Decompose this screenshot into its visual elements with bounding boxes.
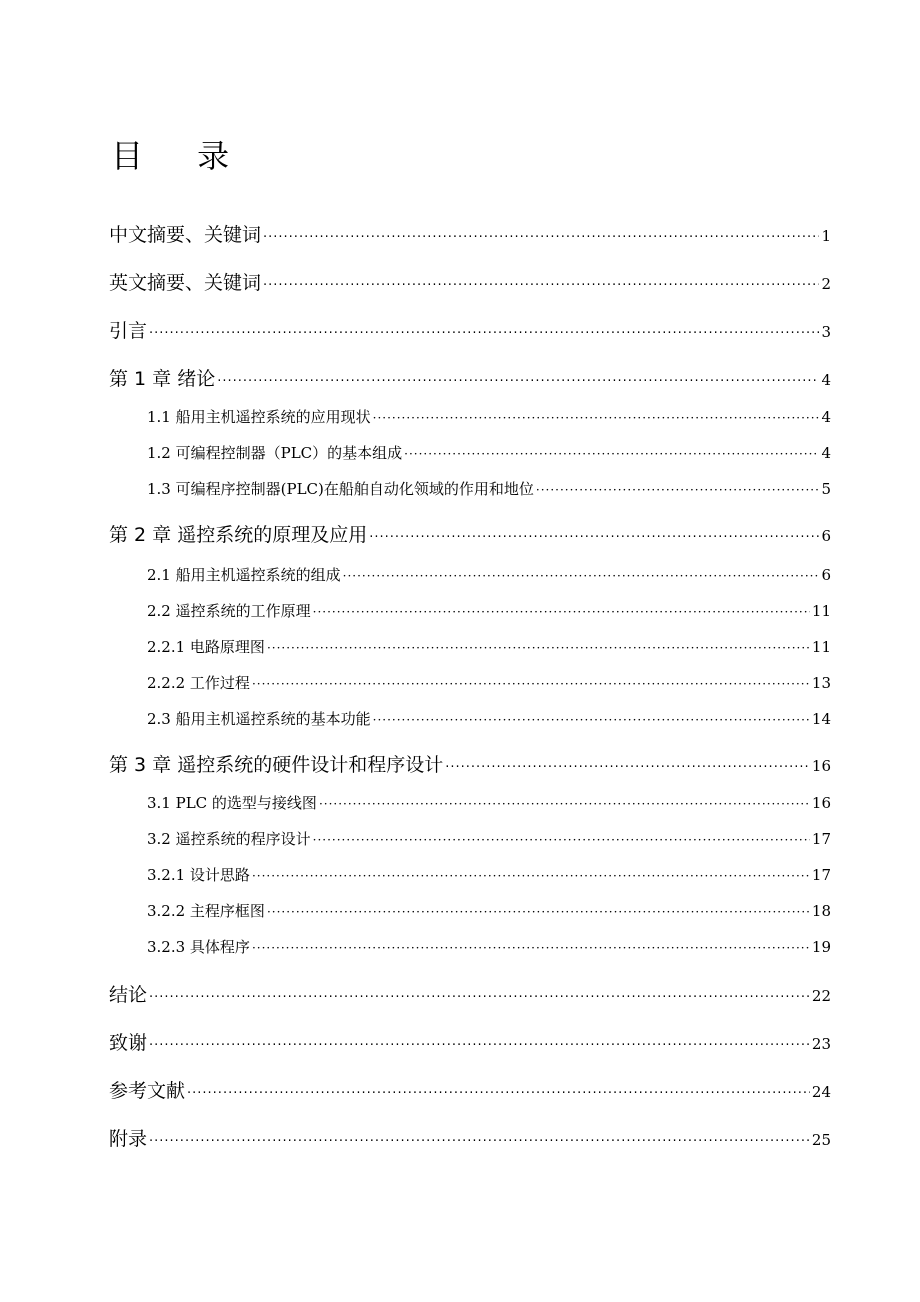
toc-entry-page: 6 (821, 566, 831, 584)
toc-entry-label: 2.1 船用主机遥控系统的组成 (147, 566, 341, 584)
dot-leader (263, 230, 819, 245)
toc-entry-label: 3.2.2 主程序框图 (147, 902, 265, 920)
toc-entry-page: 3 (821, 323, 831, 341)
toc-entry-page: 24 (811, 1083, 831, 1101)
toc-entry-label: 附录 (109, 1128, 148, 1150)
toc-entry[interactable] (109, 364, 831, 390)
toc-entry[interactable] (109, 980, 831, 1006)
toc-entry-page: 11 (811, 638, 831, 656)
toc-entry[interactable] (109, 750, 831, 776)
dot-leader (263, 278, 819, 293)
dot-leader (267, 641, 810, 655)
toc-entry-label: 1.3 可编程序控制器(PLC)在船舶自动化领域的作用和地位 (147, 480, 534, 498)
toc-entry[interactable] (147, 864, 831, 886)
toc-entry-label: 2.2.2 工作过程 (147, 674, 250, 692)
toc-entry-label: 3.1 PLC 的选型与接线图 (147, 794, 317, 812)
toc-entry-label: 2.3 船用主机遥控系统的基本功能 (147, 710, 371, 728)
toc-entry[interactable] (109, 268, 831, 294)
toc-entry[interactable] (109, 1076, 831, 1102)
toc-entry[interactable] (147, 478, 831, 500)
toc-entry-page: 13 (811, 674, 831, 692)
dot-leader (343, 569, 820, 583)
toc-entry[interactable] (147, 828, 831, 850)
toc-entry-label: 英文摘要、关键词 (109, 272, 262, 294)
dot-leader (149, 990, 810, 1005)
toc-entry-page: 17 (811, 830, 831, 848)
toc-entry-page: 22 (811, 987, 831, 1005)
toc-entry[interactable] (147, 636, 831, 658)
toc-entry-page: 17 (811, 866, 831, 884)
toc-entry-label: 2.2 遥控系统的工作原理 (147, 602, 311, 620)
dot-leader (149, 1038, 810, 1053)
toc-entry[interactable] (109, 1124, 831, 1150)
toc-entry-label: 1.1 船用主机遥控系统的应用现状 (147, 408, 371, 426)
toc-entry[interactable] (147, 600, 831, 622)
toc-entry-page: 4 (821, 444, 831, 462)
dot-leader (252, 677, 810, 691)
page-title: 目 录 (111, 137, 252, 175)
toc-entry-page: 4 (821, 408, 831, 426)
toc-entry-label: 第 2 章 遥控系统的原理及应用 (109, 524, 368, 546)
toc-entry-page: 2 (821, 275, 831, 293)
dot-leader (149, 1134, 810, 1149)
dot-leader (313, 605, 810, 619)
toc-entry-label: 3.2 遥控系统的程序设计 (147, 830, 311, 848)
toc-entry-label: 结论 (109, 984, 148, 1006)
toc-entry-label: 3.2.1 设计思路 (147, 866, 250, 884)
dot-leader (404, 447, 819, 461)
toc-entry[interactable] (147, 900, 831, 922)
toc-entry-page: 14 (811, 710, 831, 728)
dot-leader (319, 797, 810, 811)
toc-entry-label: 3.2.3 具体程序 (147, 938, 250, 956)
toc-entry[interactable] (147, 442, 831, 464)
toc-entry[interactable] (147, 936, 831, 958)
toc-entry[interactable] (147, 672, 831, 694)
toc-entry[interactable] (147, 792, 831, 814)
toc-entry-label: 致谢 (109, 1032, 148, 1054)
toc-entry-label: 引言 (109, 320, 148, 342)
dot-leader (373, 411, 820, 425)
toc-entry-page: 6 (821, 527, 831, 545)
toc-entry-page: 16 (811, 794, 831, 812)
toc-entry-page: 16 (811, 757, 831, 775)
toc-entry-page: 11 (811, 602, 831, 620)
dot-leader (217, 374, 819, 389)
toc-entry-page: 5 (821, 480, 831, 498)
dot-leader (369, 530, 819, 545)
toc-entry-page: 23 (811, 1035, 831, 1053)
toc-entry[interactable] (147, 564, 831, 586)
dot-leader (149, 326, 819, 341)
dot-leader (252, 941, 810, 955)
dot-leader (267, 905, 810, 919)
toc-entry-label: 第 3 章 遥控系统的硬件设计和程序设计 (109, 754, 444, 776)
toc-entry-page: 1 (821, 227, 831, 245)
toc-entry[interactable] (109, 220, 831, 246)
toc-entry-label: 中文摘要、关键词 (109, 224, 262, 246)
dot-leader (445, 760, 810, 775)
toc-entry[interactable] (109, 520, 831, 546)
toc-entry[interactable] (147, 708, 831, 730)
dot-leader (187, 1086, 810, 1101)
dot-leader (313, 833, 810, 847)
toc-entry-page: 19 (811, 938, 831, 956)
toc-entry-label: 1.2 可编程控制器（PLC）的基本组成 (147, 444, 403, 462)
toc-entry-label: 参考文献 (109, 1080, 186, 1102)
toc-entry-page: 4 (821, 371, 831, 389)
dot-leader (252, 869, 810, 883)
toc-entry-page: 25 (811, 1131, 831, 1149)
toc-entry-label: 2.2.1 电路原理图 (147, 638, 265, 656)
dot-leader (536, 483, 820, 497)
toc-entry[interactable] (109, 316, 831, 342)
toc-entry[interactable] (109, 1028, 831, 1054)
dot-leader (373, 713, 810, 727)
toc-entry-label: 第 1 章 绪论 (109, 368, 216, 390)
toc-entry-page: 18 (811, 902, 831, 920)
toc-entry[interactable] (147, 406, 831, 428)
